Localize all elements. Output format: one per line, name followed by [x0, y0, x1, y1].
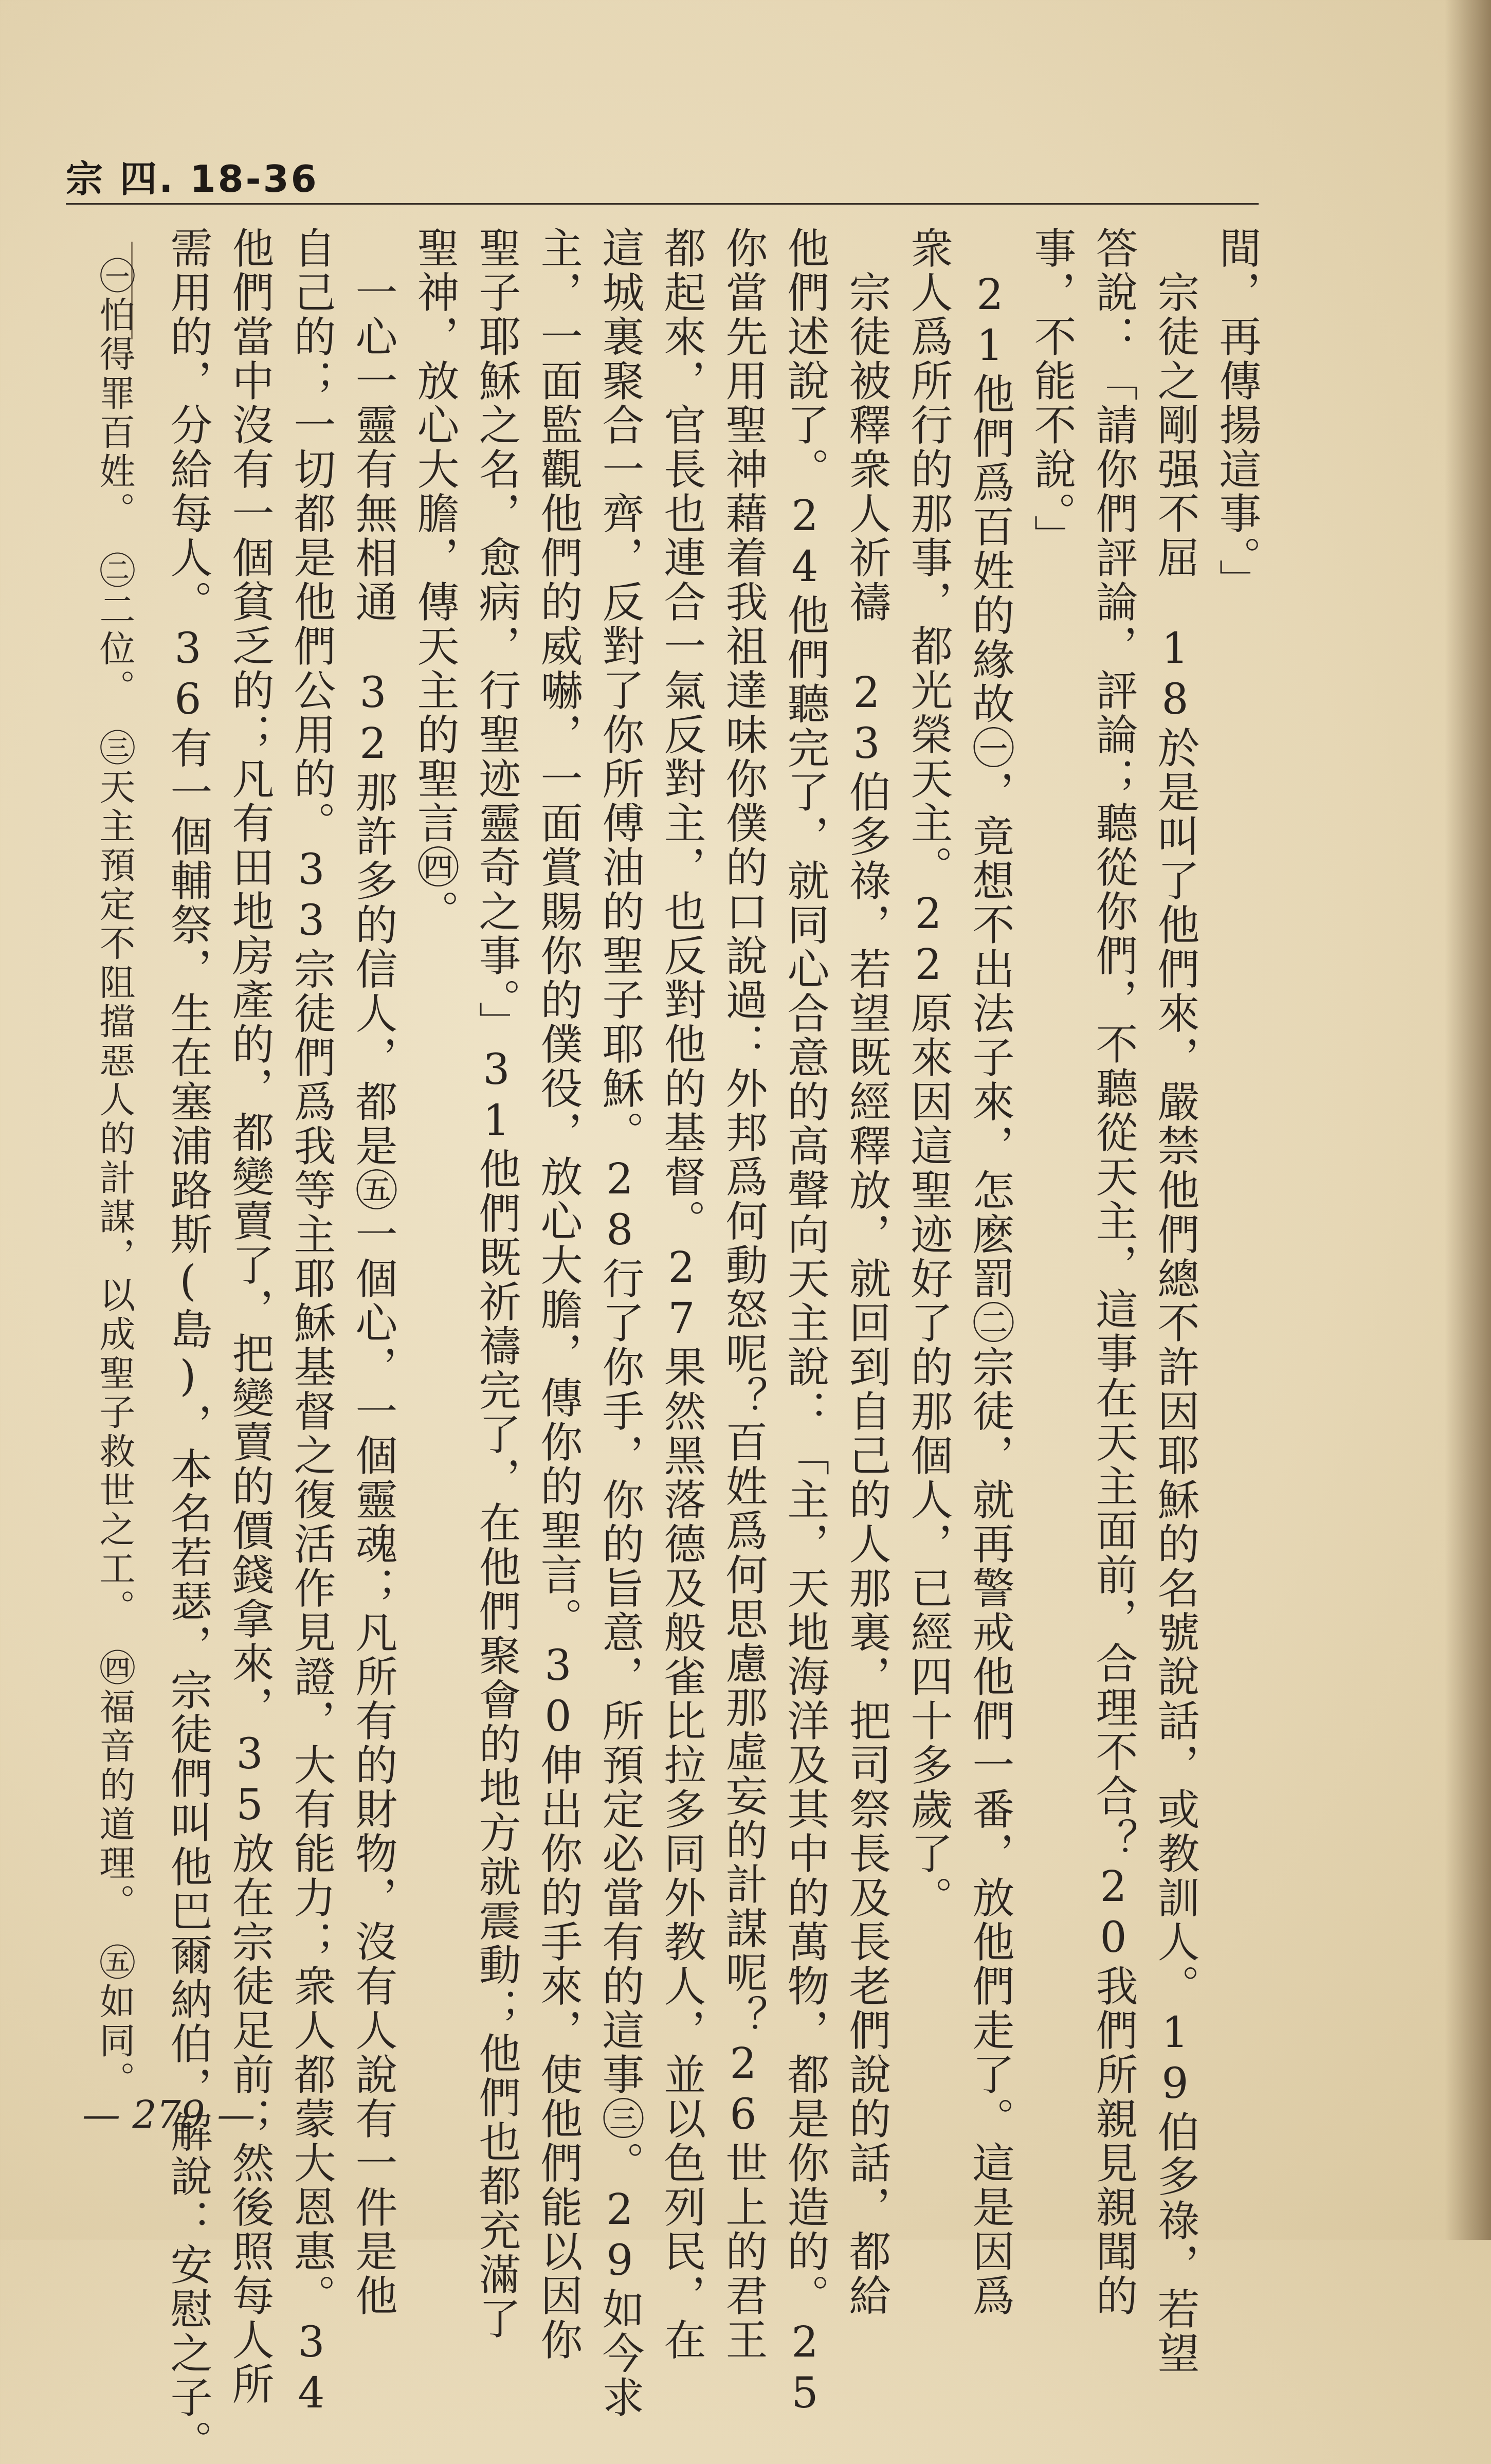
footnotes — [36, 257, 139, 2100]
text-column: 聖子耶穌之名，愈病，行聖迹靈奇之事。」31他們既祈禱完了，在他們聚會的地方就震動；他們也都充滿了 — [472, 226, 521, 2341]
text-column: 都起來，官長也連合一氣反對主，也反對他的基督。27果然黑落德及般雀比拉多同外教人，並以色列民，在 — [657, 226, 706, 2362]
text-column: 你當先用聖神藉着我祖達味你僕的口說過：外邦爲何動怒呢？百姓爲何思慮那虛妄的計謀呢？26世上的君王 — [719, 226, 768, 2362]
book-spine-shadow — [1445, 0, 1491, 2240]
text-column: 這城裏聚合一齊，反對了你所傅油的聖子耶穌。28行了你手，你的旨意，所預定必當有的這事㊂。29如今求 — [595, 226, 644, 2420]
text-column: 答說：「請你們評論，評論；聽從你們，不聽從天主，這事在天主面前，合理不合？20我們所親見親聞的 — [1089, 226, 1138, 2318]
text-column: 宗徒之剛强不屈 18於是叫了他們來，嚴禁他們總不許因耶穌的名號說話，或教訓人。19伯多祿，若望 — [1151, 226, 1199, 2376]
text-column: 衆人爲所行的那事，都光榮天主。22原來因這聖迹好了的那個人，已經四十多歲了。 — [904, 226, 953, 1920]
text-column: 事，不能不說。」 — [1027, 226, 1076, 559]
text-column: 需用的，分給每人。36有一個輔祭，生在塞浦路斯(島)，本名若瑟，宗徒們叫他巴爾納伯，解說：安慰之子。 — [163, 226, 212, 2464]
running-header: 宗 四. 18-36 — [66, 157, 319, 201]
text-column: 他們述說了。24他們聽完了，就同心合意的高聲向天主說：「主，天地海洋及其中的萬物，都是你造的。25 — [780, 226, 829, 2420]
text-column: 一心一靈有無相通 32那許多的信人，都是㊄一個心，一個靈魂；凡所有的財物，沒有人說有一件是他 — [349, 226, 397, 2318]
text-column: 間，再傳揚這事。」 — [1212, 226, 1261, 603]
footnote-line: ㊀怕得罪百姓。 ㊁二位。 ㊂天主預定不阻擋惡人的計謀，以成聖子救世之工。 ㊃福音的道理。 ㊄如同。 — [94, 257, 136, 2100]
text-column: 主，一面監觀他們的威嚇，一面賞賜你的僕役，放心大膽，傳你的聖言。30伸出你的手來，使他們能以因你 — [534, 226, 583, 2362]
text-column: 聖神，放心大膽，傳天主的聖言㊃。 — [410, 226, 459, 934]
page-number: — 279 — — [82, 2093, 256, 2137]
text-column: 21他們爲百姓的緣故㊀，竟想不出法子來，怎麽罰㊁宗徒，就再警戒他們一番，放他們走了。這是因爲 — [966, 226, 1014, 2318]
text-column: 自己的；一切都是他們公用的。33宗徒們爲我等主耶穌基督之復活作見證，大有能力；衆人都蒙大恩惠。34 — [287, 226, 336, 2420]
text-column: 宗徒被釋衆人祈禱 23伯多祿，若望既經釋放，就回到自己的人那裏，把司祭長及長老們說的話，都給 — [842, 226, 891, 2318]
text-column: 他們當中沒有一個貧乏的；凡有田地房產的，都變賣了，把變賣的價錢拿來，35放在宗徒足前；然後照每人所 — [225, 226, 274, 2406]
header-rule — [66, 203, 1259, 205]
